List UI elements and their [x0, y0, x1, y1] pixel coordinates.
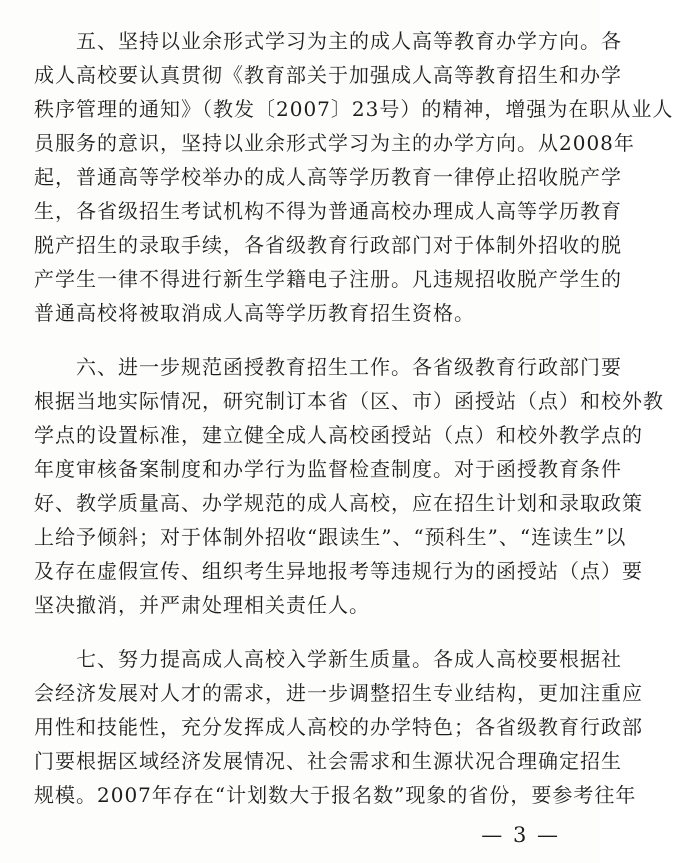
text-line: 坚决撤消，并严肃处理相关责任人。: [34, 593, 370, 617]
text-line: 员服务的意识，坚持以业余形式学习为主的办学方向。从2008年: [34, 131, 635, 155]
text-line: 成人高校要认真贯彻《教育部关于加强成人高等教育招生和办学: [34, 63, 622, 87]
text-line: 好、教学质量高、办学规范的成人高校，应在招生计划和录取政策: [34, 491, 643, 515]
text-line: 普通高校将被取消成人高等学历教育招生资格。: [34, 301, 475, 325]
text-line: 产学生一律不得进行新生学籍电子注册。凡违规招收脱产学生的: [34, 267, 622, 291]
text-line: 脱产招生的录取手续，各省级教育行政部门对于体制外招收的脱: [34, 233, 622, 257]
section-seven: [34, 642, 643, 812]
section-five: [34, 24, 673, 330]
text-line: 及存在虚假宣传、组织考生异地报考等违规行为的函授站（点）要: [34, 559, 643, 583]
section-six: [34, 350, 664, 622]
text-line: 五、坚持以业余形式学习为主的成人高等教育办学方向。各: [34, 29, 622, 53]
text-line: 会经济发展对人才的需求，进一步调整招生专业结构，更加注重应: [34, 681, 643, 705]
page-number: — 3 —: [481, 823, 560, 847]
text-line: 起，普通高等学校举办的成人高等学历教育一律停止招收脱产学: [34, 165, 622, 189]
text-line: 规模。2007年存在“计划数大于报名数”现象的省份，要参考往年: [34, 783, 637, 807]
text-line: 上给予倾斜；对于体制外招收“跟读生”、“预科生”、“连读生”以: [34, 525, 627, 549]
text-line: 六、进一步规范函授教育招生工作。各省级教育行政部门要: [34, 355, 622, 379]
text-line: 年度审核备案制度和办学行为监督检查制度。对于函授教育条件: [34, 457, 622, 481]
text-line: 根据当地实际情况，研究制订本省（区、市）函授站（点）和校外教: [34, 389, 664, 413]
text-line: 生，各省级招生考试机构不得为普通高校办理成人高等学历教育: [34, 199, 622, 223]
text-line: 七、努力提高成人高校入学新生质量。各成人高校要根据社: [34, 647, 622, 671]
text-line: 学点的设置标准，建立健全成人高校函授站（点）和校外教学点的: [34, 423, 643, 447]
text-line: 用性和技能性，充分发挥成人高校的办学特色；各省级教育行政部: [34, 715, 643, 739]
text-line: 门要根据区域经济发展情况、社会需求和生源状况合理确定招生: [34, 749, 622, 773]
text-line: 秩序管理的通知》（教发〔2007〕23号）的精神，增强为在职从业人: [34, 97, 673, 121]
